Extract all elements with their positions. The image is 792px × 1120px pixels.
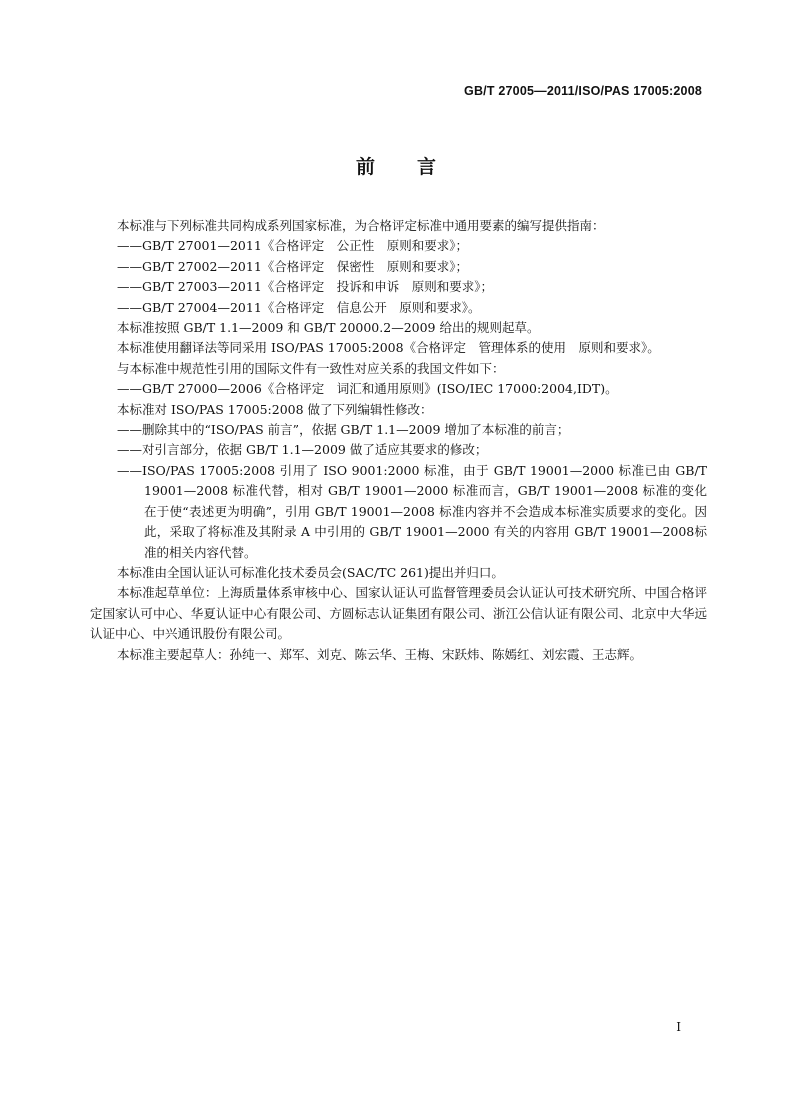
- standard-code-header: GB/T 27005—2011/ISO/PAS 17005:2008: [464, 84, 702, 98]
- list-item: ——ISO/PAS 17005:2008 引用了 ISO 9001:2000 标准，由于 GB/T 19001—2000 标准已由 GB/T 19001—2008 标准代替，相对 GB/T 19001—2000 标准而言，GB/T 19001—2008 标准的变化在于使“表述更为明确”，引用 GB/T 19001—2008 标准内容并不会造成本标准实质要求的变化。因此，采取了将标准及其附录 A 中引用的 GB/T 19001—2000 有关的内容用 GB/T 19001—2008标准的相关内容代替。: [117, 462, 707, 560]
- adoption-paragraph: 本标准使用翻译法等同采用 ISO/PAS 17005:2008《合格评定 管理体系的使用 原则和要求》。: [117, 340, 660, 356]
- references-paragraph: 与本标准中规范性引用的国际文件有一致性对应关系的我国文件如下：: [117, 360, 505, 376]
- list-item: ——删除其中的“ISO/PAS 前言”，依据 GB/T 1.1—2009 增加了本标准的前言；: [117, 422, 570, 438]
- drafting-units-paragraph: 本标准起草单位：上海质量体系审核中心、国家认证认可监督管理委员会认证认可技术研究所、中国合格评定国家认可中心、华夏认证中心有限公司、方圆标志认证集团有限公司、浙江公信认证有限公司、北京中大华远认证中心、中兴通讯股份有限公司。: [90, 585, 707, 642]
- committee-paragraph: 本标准由全国认证认可标准化技术委员会(SAC/TC 261)提出并归口。: [117, 564, 504, 580]
- list-item: ——GB/T 27000—2006《合格评定 词汇和通用原则》(ISO/IEC 17000:2004,IDT)。: [117, 381, 618, 397]
- intro-paragraph: 本标准与下列标准共同构成系列国家标准，为合格评定标准中通用要素的编写提供指南：: [117, 218, 605, 233]
- drafters-paragraph: 本标准主要起草人：孙纯一、郑军、刘克、陈云华、王梅、宋跃炜、陈嫣红、刘宏霞、王志辉。: [117, 646, 643, 662]
- list-item: ——GB/T 27003—2011《合格评定 投诉和申诉 原则和要求》；: [117, 279, 494, 295]
- drafting-rules-paragraph: 本标准按照 GB/T 1.1—2009 和 GB/T 20000.2—2009 给出的规则起草。: [117, 320, 540, 336]
- list-item: ——GB/T 27004—2011《合格评定 信息公开 原则和要求》。: [117, 299, 481, 315]
- foreword-body: [90, 216, 707, 665]
- list-item: ——GB/T 27001—2011《合格评定 公正性 原则和要求》；: [117, 238, 469, 254]
- list-item: ——对引言部分，依据 GB/T 1.1—2009 做了适应其要求的修改；: [117, 442, 488, 458]
- page-title: 前言: [355, 156, 478, 178]
- page-number: I: [676, 1020, 681, 1034]
- modifications-paragraph: 本标准对 ISO/PAS 17005:2008 做了下列编辑性修改：: [117, 401, 433, 417]
- list-item: ——GB/T 27002—2011《合格评定 保密性 原则和要求》；: [117, 258, 469, 274]
